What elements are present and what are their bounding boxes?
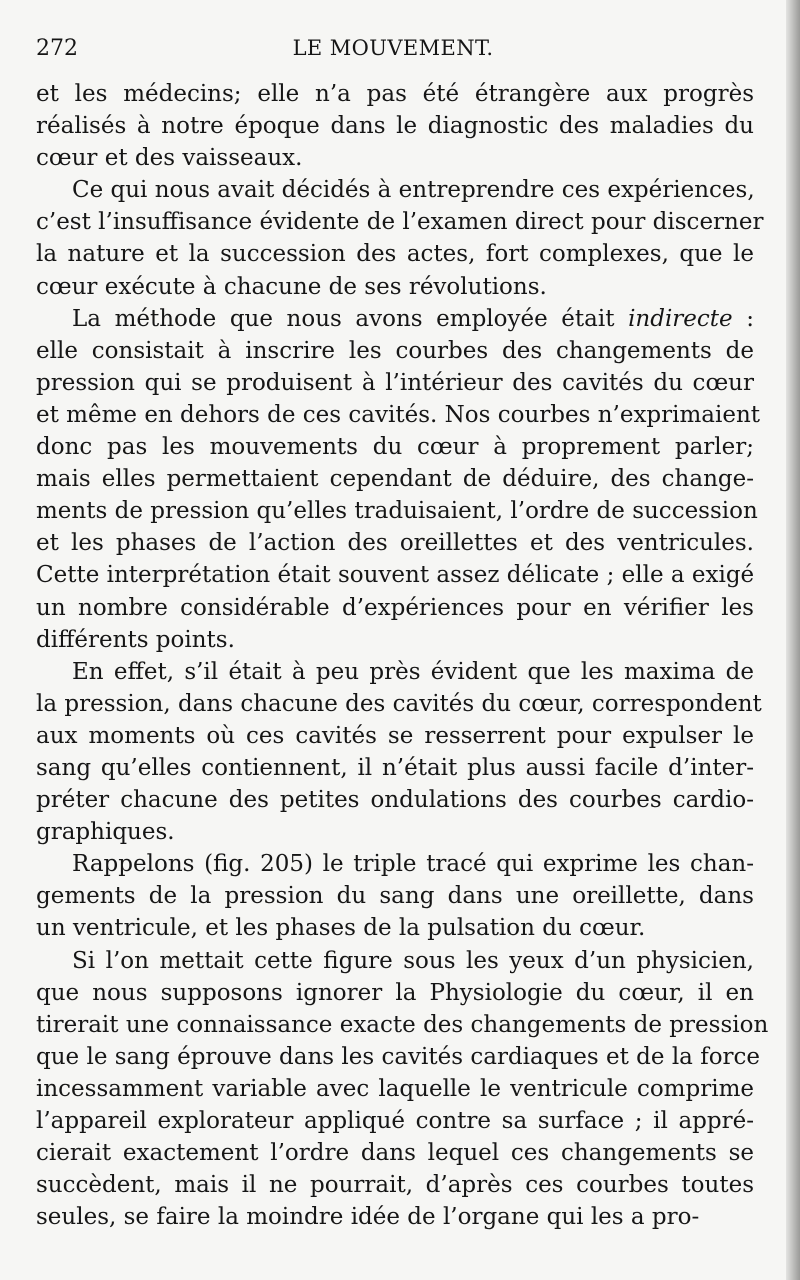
text-line: graphiques. [36,819,175,846]
page-header [36,36,750,66]
text-line: la pression, dans chacune des cavités du cœur, correspondent [36,690,762,717]
text-line: réalisés à notre époque dans le diagnostic des maladies du [36,113,754,140]
text-line: l’appareil explorateur appliqué contre sa surface ; il appré- [36,1108,754,1134]
text-line: la nature et la succession des actes, fort complexes, que le [36,241,754,268]
paragraph [36,848,760,944]
text-line: cierait exactement l’ordre dans lequel ces changements se [36,1140,754,1167]
text-line: que nous supposons ignorer la Physiologie du cœur, il en [36,979,754,1006]
text-line: donc pas les mouvements du cœur à proprement parler; [36,434,754,461]
text-line: gements de la pression du sang dans une oreillette, dans [36,883,754,910]
text-line: cœur et des vaisseaux. [36,145,303,172]
text-line: Ce qui nous avait décidés à entreprendre ces expériences, [72,177,755,204]
text-line: La méthode que nous avons employée était indirecte : [72,305,754,332]
text-line: seules, se faire la moindre idée de l’organe qui les a pro- [36,1204,700,1231]
text-line: préter chacune des petites ondulations des courbes cardio- [36,787,754,814]
text-line: et les médecins; elle n’a pas été étrangère aux progrès [36,81,754,107]
text-line: En effet, s’il était à peu près évident que les maxima de [72,658,754,685]
text-line: incessamment variable avec laquelle le ventricule comprime [36,1075,754,1102]
paragraph [36,303,760,656]
page-edge-shadow [786,0,800,1280]
paragraph [36,656,760,849]
text-line: que le sang éprouve dans les cavités cardiaques et de la force [36,1043,761,1070]
text-line: tirerait une connaissance exacte des changements de pression [36,1011,769,1038]
text-line: mais elles permettaient cependant de déduire, des change- [36,466,754,493]
text-line: cœur exécute à chacune de ses révolutions. [36,273,547,300]
text-line: elle consistait à inscrire les courbes des changements de [36,337,754,364]
text-line: succèdent, mais il ne pourrait, d’après ces courbes toutes [36,1172,754,1199]
text-line: Rappelons (fig. 205) le triple tracé qui exprime les chan- [72,851,754,878]
body-text [36,78,769,1233]
text-line: et les phases de l’action des oreillettes et des ventricules. [36,530,754,557]
text-line: un ventricule, et les phases de la pulsation du cœur. [36,915,646,942]
text-line: et même en dehors de ces cavités. Nos courbes n’exprimaient [36,401,761,428]
text-line: sang qu’elles contiennent, il n’était plus aussi facile d’inter- [36,754,754,781]
text-line: Cette interprétation était souvent assez délicate ; elle a exigé [36,562,755,589]
paragraph [36,78,760,174]
text-line: ments de pression qu’elles traduisaient, l’ordre de succession [36,498,758,525]
text-line: aux moments où ces cavités se resserrent pour expulser le [36,722,754,749]
text-line: différents points. [36,626,235,653]
running-title: LE MOUVEMENT. [292,36,494,60]
text-line: pression qui se produisent à l’intérieur des cavités du cœur [36,369,754,396]
text-line: c’est l’insuffisance évidente de l’examen direct pour discerner [36,209,764,236]
text-line: un nombre considérable d’expériences pour en vérifier les [36,594,754,621]
text-line: Si l’on mettait cette figure sous les yeux d’un physicien, [72,947,754,974]
page-number: 272 [36,36,78,61]
paragraph [36,945,769,1234]
paragraph [36,174,764,302]
